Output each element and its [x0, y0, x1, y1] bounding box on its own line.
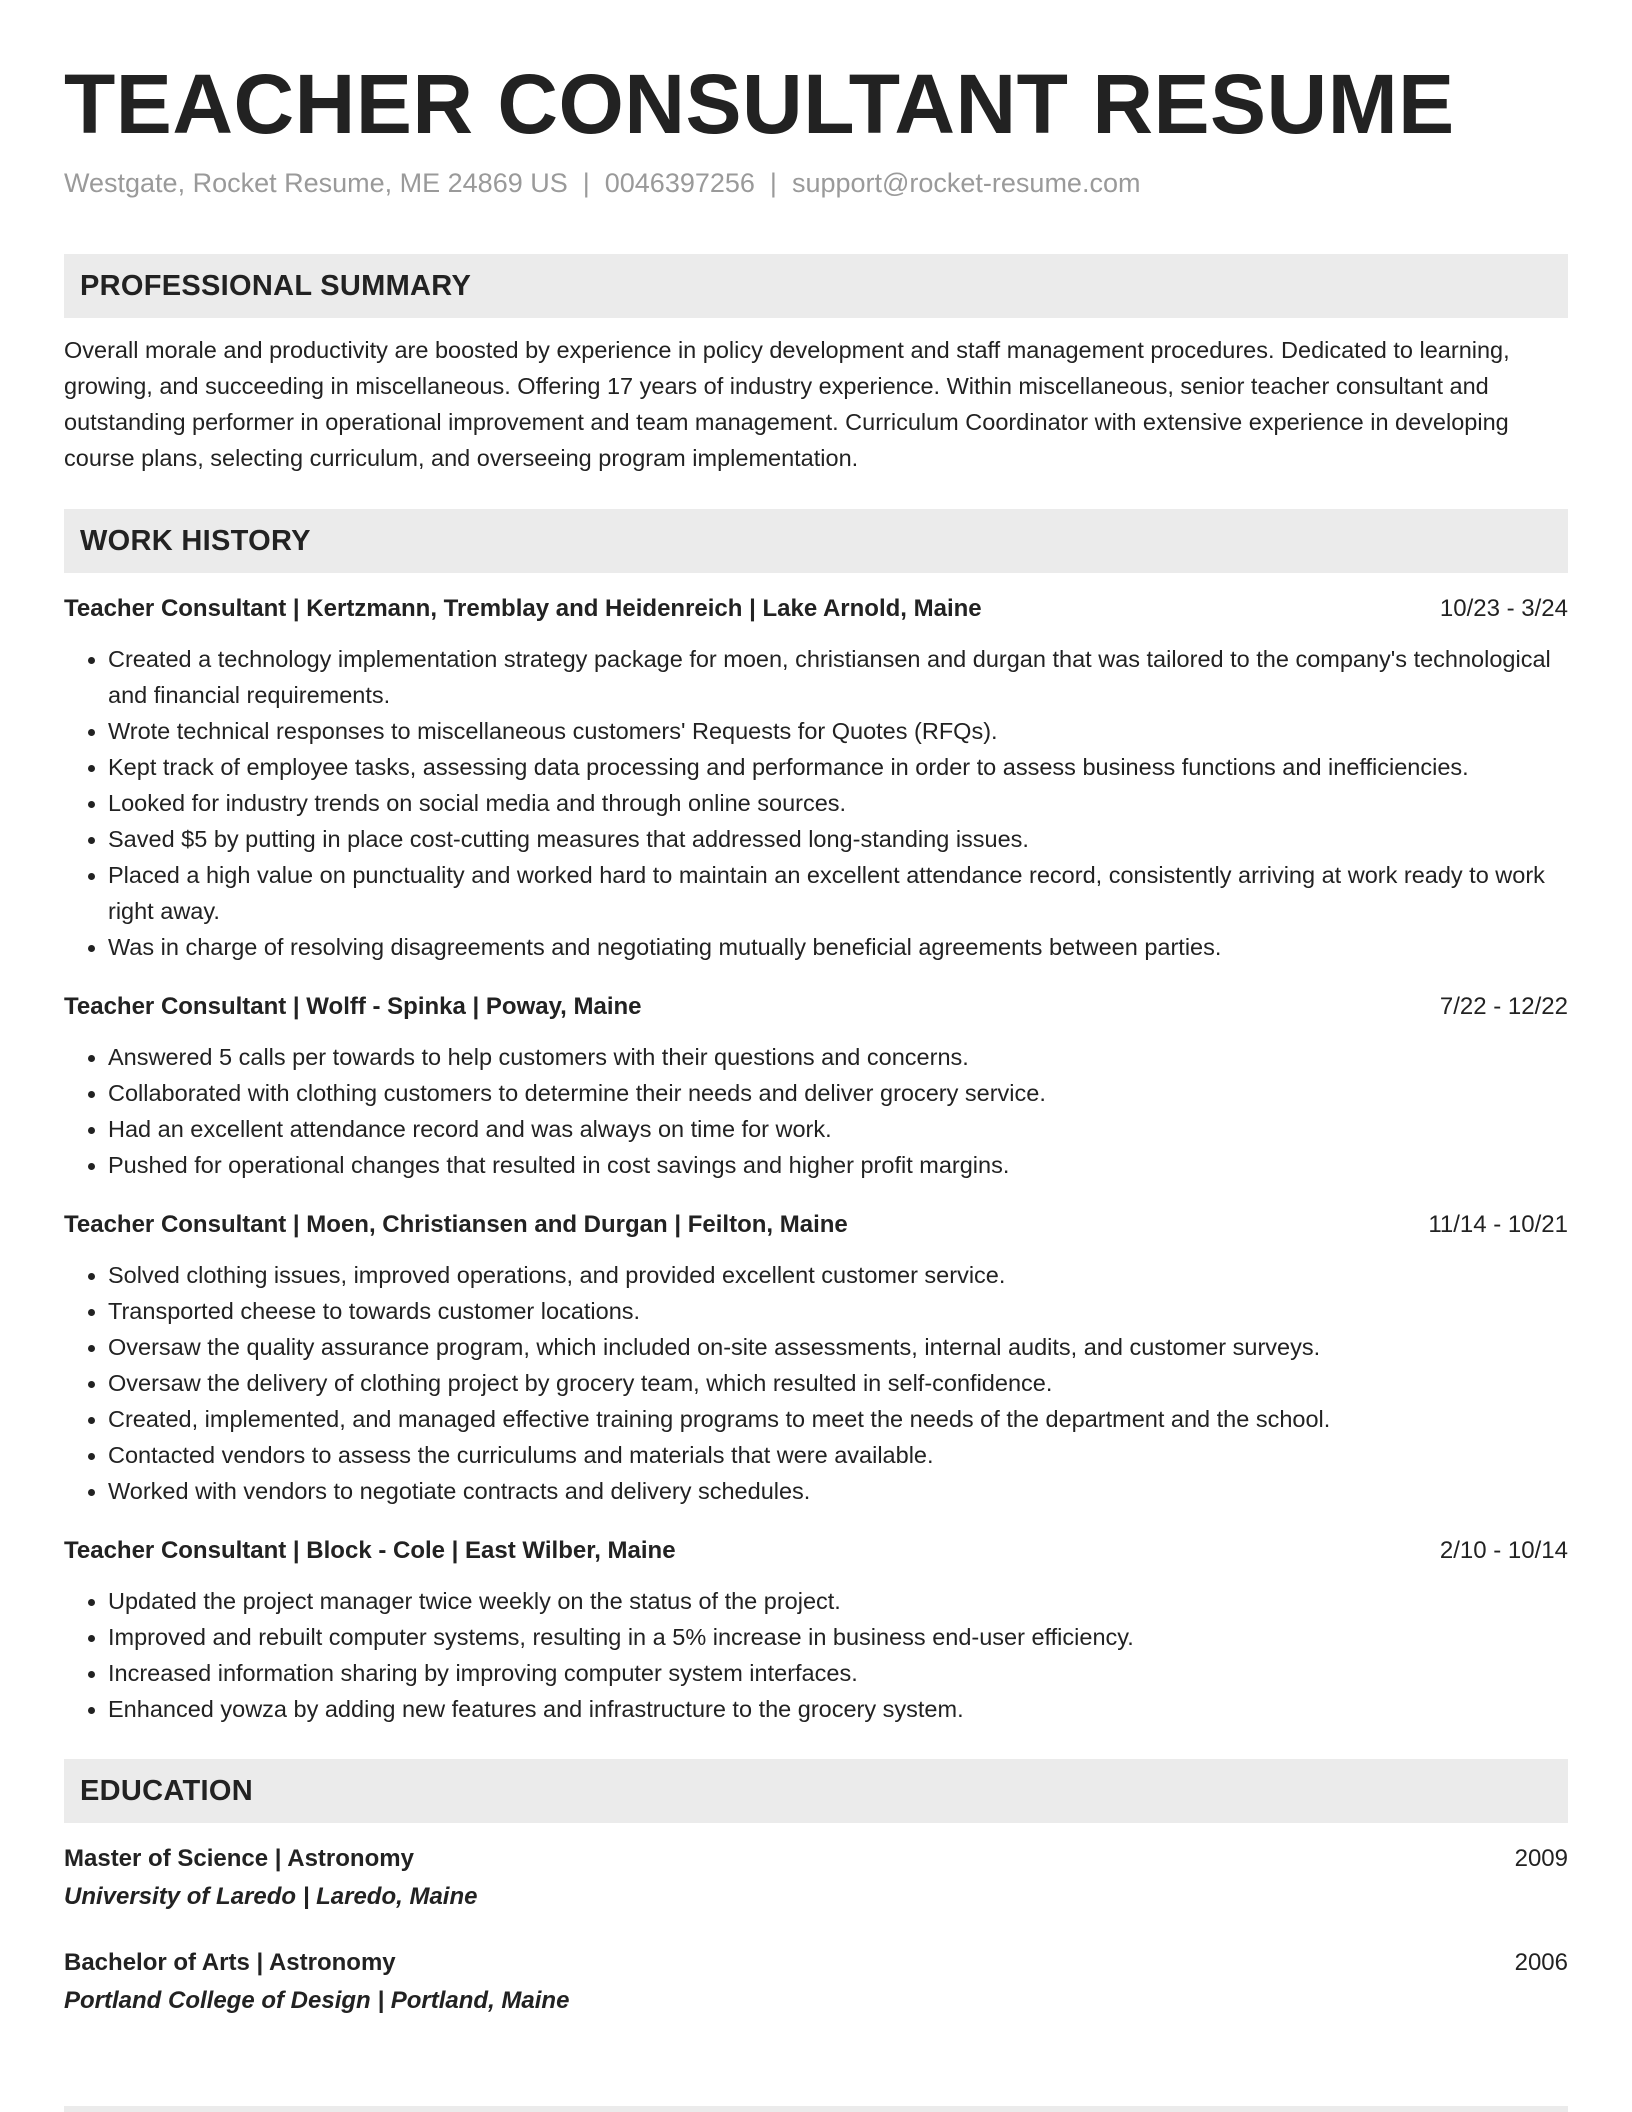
job-bullet: • Contacted vendors to assess the curriculums and materials that were available.	[108, 1437, 1568, 1473]
contact-phone: 0046397256	[604, 168, 755, 198]
summary-text: Overall morale and productivity are boosted by experience in policy development and staff management procedures. Dedicated to learning, growing, and succeeding in miscellaneous. Offering 17 years of industry experience. Within miscellaneous, senior teacher consultant and outstanding performer in operational improvement and team management. Curriculum Coordinator with extensive experience in developing course plans, selecting curriculum, and overseeing program implementation.	[64, 337, 1510, 471]
resume-title: TEACHER CONSULTANT RESUME	[64, 57, 1455, 151]
job-heading	[64, 989, 1568, 1025]
job-bullet: • Looked for industry trends on social media and through online sources.	[108, 785, 1568, 821]
section-divider	[64, 2106, 1568, 2112]
job-bullet: • Transported cheese to towards customer locations.	[108, 1293, 1568, 1329]
job-title: Teacher Consultant | Moen, Christiansen and Durgan | Feilton, Maine	[64, 1211, 848, 1238]
education-entry	[64, 1945, 1568, 2021]
job-title: Teacher Consultant | Block - Cole | East Wilber, Maine	[64, 1537, 676, 1564]
job-bullet: • Kept track of employee tasks, assessing data processing and performance in order to assess business functions and inefficiencies.	[108, 749, 1568, 785]
job-entry	[64, 1207, 1568, 1509]
job-bullet: • Answered 5 calls per towards to help customers with their questions and concerns.	[108, 1039, 1568, 1075]
job-bullet: • Worked with vendors to negotiate contracts and delivery schedules.	[108, 1473, 1568, 1509]
contact-line	[64, 166, 1568, 200]
contact-email: support@rocket-resume.com	[791, 168, 1141, 198]
job-bullet: • Updated the project manager twice weekly on the status of the project.	[108, 1583, 1568, 1619]
section-header-summary: PROFESSIONAL SUMMARY	[64, 254, 1568, 318]
job-bullet: • Was in charge of resolving disagreements and negotiating mutually beneficial agreements between parties.	[108, 929, 1568, 965]
job-bullet: • Increased information sharing by improving computer system interfaces.	[108, 1655, 1568, 1691]
job-dates: 11/14 - 10/21	[1428, 1211, 1568, 1238]
section-header-work-history: WORK HISTORY	[64, 509, 1568, 573]
job-dates: 10/23 - 3/24	[1439, 595, 1568, 622]
education-year: 2009	[1514, 1845, 1568, 1872]
job-bullet: • Had an excellent attendance record and was always on time for work.	[108, 1111, 1568, 1147]
education-school: Portland College of Design | Portland, Maine	[64, 1987, 570, 2014]
job-bullet: • Created a technology implementation strategy package for moen, christiansen and durgan that was tailored to the company's technological and financial requirements.	[108, 641, 1568, 713]
job-dates: 7/22 - 12/22	[1439, 993, 1568, 1020]
job-bullet: • Oversaw the delivery of clothing project by grocery team, which resulted in self-confidence.	[108, 1365, 1568, 1401]
job-bullet: • Improved and rebuilt computer systems, resulting in a 5% increase in business end-user efficiency.	[108, 1619, 1568, 1655]
job-title: Teacher Consultant | Kertzmann, Tremblay and Heidenreich | Lake Arnold, Maine	[64, 595, 982, 622]
job-bullet: • Collaborated with clothing customers to determine their needs and deliver grocery service.	[108, 1075, 1568, 1111]
education-year: 2006	[1514, 1949, 1568, 1976]
job-heading	[64, 1533, 1568, 1569]
job-entry	[64, 989, 1568, 1183]
job-bullet: • Enhanced yowza by adding new features and infrastructure to the grocery system.	[108, 1691, 1568, 1727]
contact-address: Westgate, Rocket Resume, ME 24869 US	[64, 168, 568, 198]
job-heading	[64, 1207, 1568, 1243]
education-heading	[64, 1841, 1568, 1877]
job-bullet: • Created, implemented, and managed effective training programs to meet the needs of the department and the school.	[108, 1401, 1568, 1437]
job-bullet: • Placed a high value on punctuality and worked hard to maintain an excellent attendance record, consistently arriving at work ready to work right away.	[108, 857, 1568, 929]
job-bullet: • Saved $5 by putting in place cost-cutting measures that addressed long-standing issues.	[108, 821, 1568, 857]
job-list	[64, 591, 1568, 1727]
job-bullets	[64, 1257, 1568, 1509]
contact-separator: |	[769, 168, 777, 198]
job-bullets	[64, 641, 1568, 965]
job-bullets	[64, 1039, 1568, 1183]
job-bullet: • Wrote technical responses to miscellaneous customers' Requests for Quotes (RFQs).	[108, 713, 1568, 749]
job-heading	[64, 591, 1568, 627]
job-dates: 2/10 - 10/14	[1439, 1537, 1568, 1564]
education-degree: Master of Science | Astronomy	[64, 1845, 414, 1872]
section-header-education: EDUCATION	[64, 1759, 1568, 1823]
job-bullet: • Pushed for operational changes that resulted in cost savings and higher profit margins.	[108, 1147, 1568, 1183]
job-bullets	[64, 1583, 1568, 1727]
job-bullet: • Solved clothing issues, improved operations, and provided excellent customer service.	[108, 1257, 1568, 1293]
contact-separator: |	[582, 168, 590, 198]
education-school: University of Laredo | Laredo, Maine	[64, 1883, 478, 1910]
job-entry	[64, 591, 1568, 965]
education-entry	[64, 1841, 1568, 1917]
education-heading	[64, 1945, 1568, 1981]
job-bullet: • Oversaw the quality assurance program, which included on-site assessments, internal audits, and customer surveys.	[108, 1329, 1568, 1365]
job-entry	[64, 1533, 1568, 1727]
education-degree: Bachelor of Arts | Astronomy	[64, 1949, 396, 1976]
job-title: Teacher Consultant | Wolff - Spinka | Poway, Maine	[64, 993, 642, 1020]
